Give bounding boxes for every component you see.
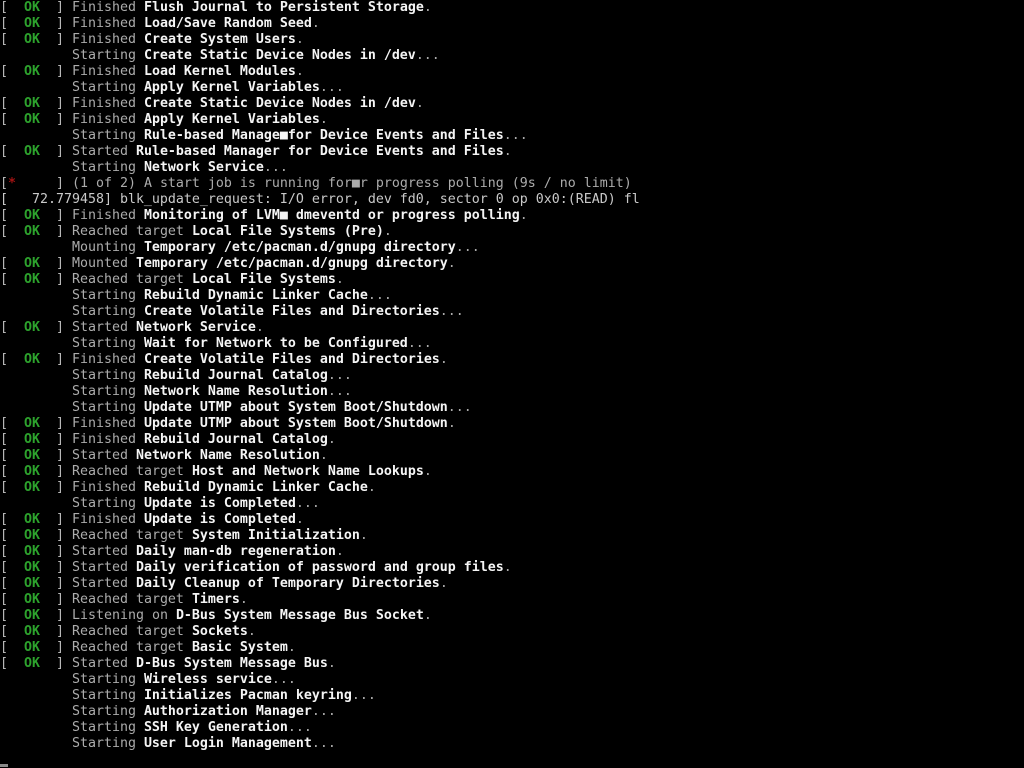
unit-description: Initializes Pacman keyring <box>143 688 352 703</box>
unit-description: Network Name Resolution <box>135 448 320 463</box>
unit-description: Rule-based Manage■for Device Events and Files <box>143 128 504 143</box>
indent <box>0 48 72 63</box>
status-bracket-open: [ <box>0 0 24 15</box>
line-suffix: ... <box>311 704 336 719</box>
unit-description: Daily Cleanup of Temporary Directories <box>135 576 440 591</box>
unit-description: Host and Network Name Lookups <box>191 464 424 479</box>
action-verb: Started <box>71 656 136 671</box>
status-bracket-open: [ <box>0 112 24 127</box>
status-bracket-open: [ <box>0 624 24 639</box>
action-verb: Starting <box>71 720 144 735</box>
console-line <box>0 480 1024 496</box>
unit-description: Rebuild Journal Catalog <box>143 432 328 447</box>
status-bracket-close: ] <box>16 176 72 191</box>
ok-label: OK <box>24 16 40 31</box>
console-line <box>0 528 1024 544</box>
console-line <box>0 128 1024 144</box>
console-line <box>0 704 1024 720</box>
line-suffix: . <box>287 640 296 655</box>
status-bracket-open: [ <box>0 592 24 607</box>
kernel-message: blk_update_request: I/O error, dev fd0, sector 0 op 0x0:(READ) fl <box>111 192 640 207</box>
line-suffix: . <box>311 16 320 31</box>
line-suffix: . <box>255 320 264 335</box>
status-bracket-close: ] <box>40 544 72 559</box>
status-bracket-open: [ <box>0 32 24 47</box>
line-suffix: ... <box>319 80 344 95</box>
ok-label: OK <box>24 208 40 223</box>
ok-label: OK <box>24 656 40 671</box>
unit-description: Temporary /etc/pacman.d/gnupg directory <box>143 240 456 255</box>
ok-label: OK <box>24 112 40 127</box>
action-verb: Finished <box>71 512 144 527</box>
status-bracket-close: ] <box>40 96 72 111</box>
action-verb: Starting <box>71 400 144 415</box>
status-bracket-close: ] <box>40 32 72 47</box>
job-status-text: (1 of 2) A start job is running for■r progress polling (9s / no limit) <box>71 176 632 191</box>
console-line <box>0 288 1024 304</box>
ok-label: OK <box>24 256 40 271</box>
status-bracket-open: [ <box>0 608 24 623</box>
action-verb: Started <box>71 560 136 575</box>
line-suffix: ... <box>295 496 320 511</box>
indent <box>0 160 72 175</box>
console-line <box>0 368 1024 384</box>
console-line <box>0 592 1024 608</box>
spinner-star: * <box>8 176 16 191</box>
text-cursor <box>0 764 8 767</box>
status-bracket-close: ] <box>40 256 72 271</box>
line-suffix: . <box>319 448 328 463</box>
status-bracket-open: [ <box>0 480 24 495</box>
status-bracket-open: [ <box>0 64 24 79</box>
status-bracket-close: ] <box>40 560 72 575</box>
indent <box>0 304 72 319</box>
ok-label: OK <box>24 480 40 495</box>
unit-description: Authorization Manager <box>143 704 312 719</box>
line-suffix: ... <box>327 368 352 383</box>
status-bracket-close: ] <box>40 512 72 527</box>
indent <box>0 288 72 303</box>
action-verb: Starting <box>71 160 144 175</box>
line-suffix: . <box>415 96 424 111</box>
unit-description: Monitoring of LVM■ dmeventd or progress polling <box>143 208 520 223</box>
action-verb: Reached target <box>71 528 192 543</box>
action-verb: Reached target <box>71 224 192 239</box>
action-verb: Started <box>71 448 136 463</box>
unit-description: Wireless service <box>143 672 272 687</box>
status-bracket-open: [ <box>0 352 24 367</box>
ok-label: OK <box>24 528 40 543</box>
action-verb: Reached target <box>71 640 192 655</box>
line-suffix: . <box>295 512 304 527</box>
line-suffix: ... <box>447 400 472 415</box>
console-line <box>0 336 1024 352</box>
status-bracket-close: ] <box>40 16 72 31</box>
ok-label: OK <box>24 144 40 159</box>
unit-description: Update UTMP about System Boot/Shutdown <box>143 400 448 415</box>
console-line <box>0 560 1024 576</box>
status-bracket-close: ] <box>40 352 72 367</box>
line-suffix: . <box>295 64 304 79</box>
action-verb: Starting <box>71 80 144 95</box>
unit-description: Rebuild Dynamic Linker Cache <box>143 480 368 495</box>
status-bracket-open: [ <box>0 576 24 591</box>
action-verb: Starting <box>71 128 144 143</box>
ok-label: OK <box>24 640 40 655</box>
status-bracket-open: [ <box>0 528 24 543</box>
console-line <box>0 224 1024 240</box>
console-line <box>0 320 1024 336</box>
line-suffix: ... <box>407 336 432 351</box>
action-verb: Starting <box>71 48 144 63</box>
line-suffix: . <box>327 432 336 447</box>
indent <box>0 384 72 399</box>
status-bracket-close: ] <box>40 0 72 15</box>
line-suffix: . <box>423 464 432 479</box>
line-suffix: . <box>503 144 512 159</box>
console-line <box>0 672 1024 688</box>
line-suffix: ... <box>503 128 528 143</box>
console-line <box>0 240 1024 256</box>
action-verb: Finished <box>71 32 144 47</box>
unit-description: D-Bus System Message Bus Socket <box>175 608 424 623</box>
action-verb: Starting <box>71 672 144 687</box>
unit-description: D-Bus System Message Bus <box>135 656 328 671</box>
console-line <box>0 272 1024 288</box>
ok-label: OK <box>24 608 40 623</box>
unit-description: Load Kernel Modules <box>143 64 296 79</box>
console-line <box>0 720 1024 736</box>
status-bracket-close: ] <box>40 272 72 287</box>
status-bracket-open: [ <box>0 16 24 31</box>
line-suffix: ... <box>455 240 480 255</box>
console-line <box>0 496 1024 512</box>
ok-label: OK <box>24 592 40 607</box>
ok-label: OK <box>24 272 40 287</box>
status-bracket-open: [ <box>0 320 24 335</box>
unit-description: Rule-based Manager for Device Events and Files <box>135 144 504 159</box>
action-verb: Reached target <box>71 272 192 287</box>
status-bracket-close: ] <box>40 640 72 655</box>
ok-label: OK <box>24 624 40 639</box>
console-line <box>0 48 1024 64</box>
action-verb: Starting <box>71 288 144 303</box>
status-bracket-close: ] <box>40 656 72 671</box>
line-suffix: . <box>447 256 456 271</box>
console-line <box>0 416 1024 432</box>
status-bracket-close: ] <box>40 448 72 463</box>
ok-label: OK <box>24 432 40 447</box>
line-suffix: . <box>423 0 432 15</box>
action-verb: Finished <box>71 64 144 79</box>
unit-description: Local File Systems <box>191 272 336 287</box>
status-bracket-open: [ <box>0 224 24 239</box>
ok-label: OK <box>24 224 40 239</box>
console-line <box>0 16 1024 32</box>
line-suffix: ... <box>327 384 352 399</box>
indent <box>0 368 72 383</box>
ok-label: OK <box>24 320 40 335</box>
status-bracket-close: ] <box>40 464 72 479</box>
status-bracket-close: ] <box>40 432 72 447</box>
line-suffix: . <box>359 528 368 543</box>
status-bracket-open: [ <box>0 640 24 655</box>
ok-label: OK <box>24 512 40 527</box>
action-verb: Reached target <box>71 464 192 479</box>
action-verb: Starting <box>71 704 144 719</box>
status-bracket-open: [ <box>0 208 24 223</box>
line-suffix: . <box>519 208 528 223</box>
status-bracket-close: ] <box>40 608 72 623</box>
indent <box>0 736 72 751</box>
console-line <box>0 400 1024 416</box>
status-bracket-open: [ <box>0 560 24 575</box>
console-line <box>0 256 1024 272</box>
status-bracket-close: ] <box>40 528 72 543</box>
action-verb: Finished <box>71 0 144 15</box>
indent <box>0 400 72 415</box>
indent <box>0 240 72 255</box>
line-suffix: ... <box>287 720 312 735</box>
line-suffix: . <box>319 112 328 127</box>
indent <box>0 80 72 95</box>
ok-label: OK <box>24 64 40 79</box>
console-line <box>0 384 1024 400</box>
status-bracket-open: [ <box>0 448 24 463</box>
console-line <box>0 144 1024 160</box>
unit-description: Rebuild Journal Catalog <box>143 368 328 383</box>
unit-description: Update is Completed <box>143 512 296 527</box>
console-line <box>0 576 1024 592</box>
line-suffix: ... <box>351 688 376 703</box>
unit-description: SSH Key Generation <box>143 720 288 735</box>
ok-label: OK <box>24 576 40 591</box>
line-suffix: ... <box>263 160 288 175</box>
line-suffix: . <box>335 272 344 287</box>
indent <box>0 704 72 719</box>
status-bracket-open: [ <box>0 656 24 671</box>
action-verb: Mounted <box>71 256 136 271</box>
action-verb: Starting <box>71 688 144 703</box>
status-bracket-open: [ <box>0 144 24 159</box>
line-suffix: . <box>439 576 448 591</box>
action-verb: Finished <box>71 16 144 31</box>
ok-label: OK <box>24 352 40 367</box>
unit-description: Update UTMP about System Boot/Shutdown <box>143 416 448 431</box>
action-verb: Finished <box>71 416 144 431</box>
console-line <box>0 656 1024 672</box>
status-bracket-close: ] <box>40 320 72 335</box>
status-bracket-close: ] <box>40 480 72 495</box>
action-verb: Started <box>71 144 136 159</box>
console-line <box>0 0 1024 16</box>
unit-description: Flush Journal to Persistent Storage <box>143 0 424 15</box>
status-bracket-close: ] <box>40 112 72 127</box>
console-line <box>0 176 1024 192</box>
unit-description: Rebuild Dynamic Linker Cache <box>143 288 368 303</box>
indent <box>0 672 72 687</box>
console-line <box>0 464 1024 480</box>
console-line <box>0 608 1024 624</box>
action-verb: Reached target <box>71 624 192 639</box>
status-bracket-open: [ <box>0 512 24 527</box>
console-line <box>0 96 1024 112</box>
ok-label: OK <box>24 32 40 47</box>
ok-label: OK <box>24 544 40 559</box>
indent <box>0 128 72 143</box>
line-suffix: . <box>383 224 392 239</box>
action-verb: Listening on <box>71 608 176 623</box>
line-suffix: . <box>439 352 448 367</box>
line-suffix: . <box>503 560 512 575</box>
indent <box>0 336 72 351</box>
action-verb: Starting <box>71 384 144 399</box>
unit-description: Load/Save Random Seed <box>143 16 312 31</box>
console-line <box>0 640 1024 656</box>
line-suffix: ... <box>439 304 464 319</box>
unit-description: Basic System <box>191 640 288 655</box>
ok-label: OK <box>24 96 40 111</box>
indent <box>0 688 72 703</box>
indent <box>0 496 72 511</box>
unit-description: Timers <box>191 592 240 607</box>
ok-label: OK <box>24 464 40 479</box>
ok-label: OK <box>24 416 40 431</box>
unit-description: Network Service <box>143 160 264 175</box>
console-line <box>0 512 1024 528</box>
console-line <box>0 432 1024 448</box>
console-line <box>0 192 1024 208</box>
ok-label: OK <box>24 448 40 463</box>
status-bracket-close: ] <box>40 576 72 591</box>
action-verb: Started <box>71 544 136 559</box>
status-bracket-open: [ <box>0 432 24 447</box>
action-verb: Started <box>71 576 136 591</box>
action-verb: Mounting <box>71 240 144 255</box>
unit-description: Daily man-db regeneration <box>135 544 336 559</box>
kernel-timestamp: [ 72.779458] <box>0 192 112 207</box>
console-line <box>0 624 1024 640</box>
action-verb: Starting <box>71 368 144 383</box>
action-verb: Starting <box>71 496 144 511</box>
line-suffix: . <box>335 544 344 559</box>
action-verb: Finished <box>71 432 144 447</box>
line-suffix: . <box>327 656 336 671</box>
unit-description: Update is Completed <box>143 496 296 511</box>
status-bracket-close: ] <box>40 208 72 223</box>
status-bracket-open: [ <box>0 544 24 559</box>
line-suffix: . <box>423 608 432 623</box>
console-line <box>0 544 1024 560</box>
console-line <box>0 688 1024 704</box>
line-suffix: . <box>247 624 256 639</box>
console-line <box>0 208 1024 224</box>
status-bracket-open: [ <box>0 416 24 431</box>
action-verb: Starting <box>71 336 144 351</box>
line-suffix: ... <box>311 736 336 751</box>
status-bracket-open: [ <box>0 176 8 191</box>
status-bracket-close: ] <box>40 64 72 79</box>
unit-description: Create Volatile Files and Directories <box>143 304 440 319</box>
status-bracket-close: ] <box>40 592 72 607</box>
unit-description: Create Volatile Files and Directories <box>143 352 440 367</box>
line-suffix: . <box>367 480 376 495</box>
status-bracket-close: ] <box>40 624 72 639</box>
console-line <box>0 736 1024 752</box>
status-bracket-open: [ <box>0 256 24 271</box>
unit-description: Local File Systems (Pre) <box>191 224 384 239</box>
action-verb: Finished <box>71 208 144 223</box>
unit-description: Create Static Device Nodes in /dev <box>143 48 416 63</box>
unit-description: Network Name Resolution <box>143 384 328 399</box>
status-bracket-open: [ <box>0 464 24 479</box>
unit-description: Temporary /etc/pacman.d/gnupg directory <box>135 256 448 271</box>
unit-description: Apply Kernel Variables <box>143 112 320 127</box>
line-suffix: . <box>295 32 304 47</box>
action-verb: Reached target <box>71 592 192 607</box>
line-suffix: ... <box>415 48 440 63</box>
ok-label: OK <box>24 560 40 575</box>
console-line <box>0 304 1024 320</box>
status-bracket-close: ] <box>40 144 72 159</box>
unit-description: Create Static Device Nodes in /dev <box>143 96 416 111</box>
console-line <box>0 64 1024 80</box>
action-verb: Starting <box>71 736 144 751</box>
unit-description: Create System Users <box>143 32 296 47</box>
unit-description: Daily verification of password and group files <box>135 560 504 575</box>
action-verb: Started <box>71 320 136 335</box>
console-line <box>0 32 1024 48</box>
console-line <box>0 352 1024 368</box>
ok-label: OK <box>24 0 40 15</box>
indent <box>0 720 72 735</box>
console-line <box>0 160 1024 176</box>
unit-description: Apply Kernel Variables <box>143 80 320 95</box>
console-line <box>0 448 1024 464</box>
console-line <box>0 112 1024 128</box>
unit-description: Sockets <box>191 624 248 639</box>
action-verb: Finished <box>71 480 144 495</box>
unit-description: Wait for Network to be Configured <box>143 336 408 351</box>
action-verb: Finished <box>71 112 144 127</box>
line-suffix: . <box>239 592 248 607</box>
status-bracket-open: [ <box>0 96 24 111</box>
unit-description: User Login Management <box>143 736 312 751</box>
console-line <box>0 80 1024 96</box>
action-verb: Starting <box>71 304 144 319</box>
status-bracket-close: ] <box>40 416 72 431</box>
unit-description: System Initialization <box>191 528 360 543</box>
line-suffix: . <box>447 416 456 431</box>
unit-description: Network Service <box>135 320 256 335</box>
status-bracket-close: ] <box>40 224 72 239</box>
action-verb: Finished <box>71 352 144 367</box>
status-bracket-open: [ <box>0 272 24 287</box>
line-suffix: ... <box>271 672 296 687</box>
action-verb: Finished <box>71 96 144 111</box>
line-suffix: ... <box>367 288 392 303</box>
